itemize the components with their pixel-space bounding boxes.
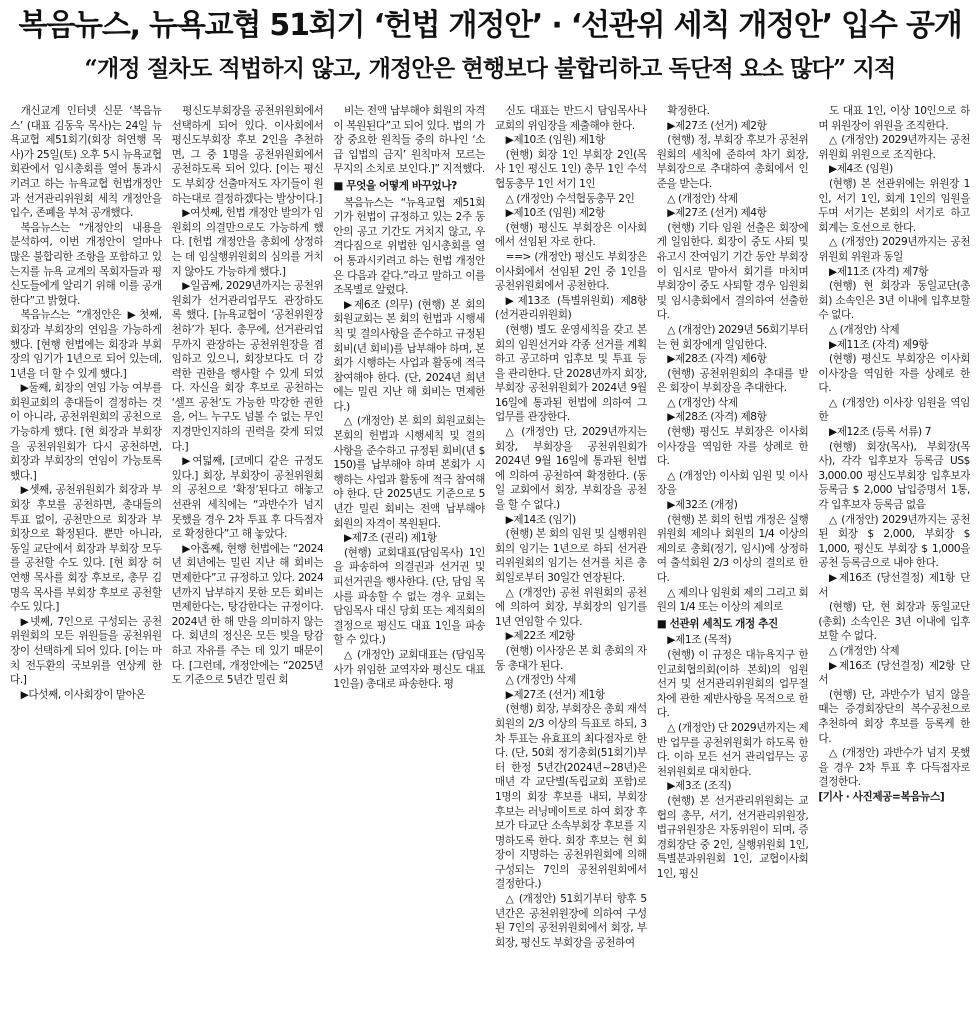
article-paragraph: ▶제1조 (목적) (667, 634, 732, 647)
article-paragraph: ▶셋째, 공천위원회가 회장과 부회장 후보를 공천하면, 총대들의 투표 없이, 공천만으로 회장과 부회장으로 확정된다. 뿐만 아니라, 동일 교단에서 회장과 부회장 모두를 공천할 수도 있다. [현 회장 허연행 목사를 회장 후보로, 총무 김명옥 목사를 부회장 후보로 공천할 수도 있다.] (10, 484, 162, 614)
column-6 (818, 104, 970, 1004)
article-paragraph: ▶제28조 (자격) 제6항 (667, 353, 767, 366)
article-paragraph: ▶제27조 (선거) 제2항 (667, 119, 767, 132)
article-paragraph: (현행) 별도 운영세칙을 갖고 본회의 임원선거와 각종 선거를 계획하고 공고하며 입후보 및 투표 등을 관리한다. 단 2028년까지 회장, 부회장 공천위원회가 2024년 9월 16일에 통과된 헌법에 의하여 그 업무를 관장한다. (495, 323, 647, 424)
article-paragraph: ▶제3조 (조직) (667, 780, 732, 793)
article-paragraph: ▶여덟째, [코메디 같은 규정도 있다.] 회장, 부회장이 공천위원회의 공천으로 ‘확정’된다고 해놓고 선관위 세칙에는 “과반수가 넘지 못했을 경우 2차 투표 후 다득점자로 확정한다”고 해 놓았다. (171, 455, 324, 541)
article-paragraph: ▶제28조 (자격) 제8항 (667, 411, 767, 424)
article-paragraph: (현행) 단, 과반수가 넘지 않을 때는 증경회장단의 복수공천으로 추천하여 회장 후보를 등록케 한다. (818, 688, 971, 745)
article-paragraph: △ (개정안) 단 2029년까지는 제반 업무를 공천위원회가 하도록 한다. 이하 모든 선거 관리업무는 공천위원회로 대치한다. (656, 721, 809, 778)
subheadline: “개정 절차도 적법하지 않고, 개정안은 현행보다 불합리하고 독단적 요소 많다” 지적 (84, 55, 896, 82)
article-paragraph: ▶제16조 (당선결정) 제2항 단서 (818, 659, 971, 687)
article-paragraph: △ (개정안) 2029년까지는 공천된 회장 $ 2,000, 부회장 $ 1,000, 평신도 부회장 $ 1,000을 공천 등록금으로 내야 한다. (818, 513, 971, 570)
article-paragraph: ▶다섯째, 이사회장이 맡아온 (20, 688, 146, 701)
column-4 (495, 104, 647, 1004)
article-paragraph: 비는 전액 납부해야 회원의 자격이 복원된다”고 되어 있다. 법의 가장 중요한 원칙들 중의 하나인 ‘소급 입법의 금지’ 원칙마저 모르는 무지의 소치로 보인다.]” 지적했다. (333, 105, 486, 176)
article-paragraph: (현행) 평신도 부회장은 이사회 이사장을 역임한 자를 상례로 한다. (818, 353, 971, 395)
article-paragraph: △ (개정안) 삭제 (667, 192, 738, 205)
article-paragraph: △ (개정안) 단, 2029년까지는 회장, 부회장을 공천위원회가 2024년 9월 16일에 통과된 헌법에 의하여 공천하여 확정한다. (동일 교회에서 회장, 부회장을 공천을 할 수 없다.) (495, 426, 647, 512)
article-paragraph: ▶제7조 (권리) 제1항 (343, 532, 437, 545)
headline: 복음뉴스, 뉴욕교협 51회기 ‘헌법 개정안’ · ‘선관위 세칙 개정안’ 입수 공개 (18, 8, 962, 43)
article-paragraph: ▶넷째, 7인으로 구성되는 공천위원회의 모든 위원들을 공천위원장이 선택하게 되어 있다. [이는 마치 전두환의 국보위를 연상케 한다.] (10, 615, 162, 687)
article-paragraph: △ (개정안) 본 회의 회원교회는 본회의 헌법과 시행세칙 및 결의 사항을 준수하고 규정된 회비(년 $ 150)를 납부해야 하며 본회가 시행하는 사업과 활동에 적극 참여해야 한다. 단 2025년도 기준으로 5년간 밀린 회비는 전액 납부해야 회원의 자격이 복원된다. (333, 415, 486, 530)
article-paragraph: ▶제11조 (자격) 제9항 (828, 338, 929, 351)
article-paragraph: △ (개정안) 삭제 (828, 644, 900, 657)
section-heading: ■ 선관위 세칙도 개정 추진 (656, 617, 778, 630)
article-paragraph: (현행) 회장 1인 부회장 2인(목사 1인 평신도 1인) 총무 1인 수석협동총무 1인 서기 1인 (495, 148, 647, 190)
article-paragraph: 복음뉴스는 “개정안의 내용을 분석하여, 이번 개정안이 얼마나 많은 불합리한 조항을 포함하고 있는지를 뉴욕 교계의 목회자들과 평신도들에게 알리기 위해 이를 공개한다”고 밝혔다. (10, 221, 162, 307)
column-2 (172, 104, 324, 1004)
article-paragraph: ▶제14조 (임기) (505, 513, 576, 526)
article-paragraph: △ (개정안) 삭제 (505, 674, 576, 687)
article-paragraph: ▶제13조 (특별위원회) 제8항 (선거관리위원회) (495, 294, 647, 322)
article-paragraph: (현행) 공천위원회의 추대를 받은 회장이 부회장을 추대한다. (656, 367, 809, 395)
article-paragraph: (현행) 교회대표(담임목사) 1인을 파송하여 의결권과 선거권 및 피선거권을 행사한다. (단, 담임 목사를 파송할 수 없는 경우 교회는 담임목사 대신 당회 또는 제직회의 결정으로 평신도 대표 1인을 파송할 수 있다.) (333, 546, 486, 647)
article-body (10, 104, 970, 1004)
article-paragraph: (현행) 회장, 부회장은 총회 재석 회원의 2/3 이상의 득표로 하되, 3차 투표는 유효표의 최다점자로 한다. (단, 50회 정기총회(51회기)부터 한정 5년간(2024년~28년)은 매년 각 교단별(독립교회 포함)로 1명의 회장 후보를 내되, 부회장 후보는 러닝메이트로 하여 회장 후보가 타교단 소속부회장 후보를 지명하도록 한다. 회장 후보는 현 회장이 지명하는 공천위원회에 의해 구성되는 7인의 공천위원회에서 결정한다.) (495, 703, 647, 891)
article-paragraph: △ (개정안) 2029년 56회기부터는 현 회장에게 일임한다. (656, 323, 809, 351)
article-paragraph: △ (개정안) 2029년까지는 공천위원회 위원과 동일 (818, 236, 971, 263)
article-paragraph: △ (개정안) 과반수가 넘지 못했을 경우 2차 투표 후 다득점자로 결정한다. (818, 747, 971, 789)
article-paragraph: ▶제27조 (선거) 제1항 (505, 688, 605, 701)
article-paragraph: (현행) 본 선거관리위원회는 교협의 총무, 서기, 선거관리위원장, 법규위원장은 자동위원이 되며, 증경회장단 중 2인, 실행위원회 1인, 특별분과위원회 1인, 교협이사회 1인, 평신 (656, 794, 809, 880)
article-paragraph: (현행) 기타 임원 선출은 회장에게 일임한다. 회장이 중도 사퇴 및 유고시 잔여임기 기간 동안 부회장이 임시로 맡아서 회기를 마치며 부회장이 중도 사퇴할 경우 임원회 및 임시총회에서 결의하여 선출한다. (656, 221, 809, 322)
article-paragraph: △ (개정안) 이사회 임원 및 이사장을 (656, 469, 809, 497)
article-paragraph: 확정한다. (667, 105, 710, 117)
article-paragraph: (현행) 평신도 부회장은 이사회에서 선임된 자로 한다. (495, 221, 647, 249)
article-paragraph: △ (개정안) 51회기부터 향후 5년간은 공천위원장에 의하여 구성된 7인의 공천위원회에서 회장, 부회장, 평신도 부회장을 공천하여 (495, 893, 647, 949)
article-paragraph: ▶제16조 (당선결정) 제1항 단서 (818, 572, 971, 599)
article-paragraph: ==> (개정안) 평신도 부회장은 이사회에서 선임된 2인 중 1인을 공천위원회에서 공천한다. (495, 250, 647, 293)
article-paragraph: ▶둘째, 회장의 연임 가능 여부를 회원교회의 총대들이 결정하는 것이 아니라, 공천위원회의 공천으로 가능하게 했다. [현 회장과 부회장을 공천위원회가 다시 공천하면, 회장과 부회장의 연임이 가능토록 했다.] (10, 382, 162, 482)
article-paragraph: ▶제10조 (임원) 제1항 (505, 134, 605, 147)
article-paragraph: (현행) 본 선관위에는 위원장 1인, 서기 1인, 회계 1인의 임원을 두며 서기는 본회의 서기로 하고 회계는 호선으로 한다. (818, 177, 971, 234)
article-paragraph: ▶제11조 (자격) 제7항 (828, 265, 929, 278)
article-paragraph: (현행) 단, 현 회장과 동일교단(총회) 소속인은 3년 이내에 입후보할 수 없다. (818, 601, 971, 643)
article-paragraph: ▶제10조 (임원) 제2항 (505, 207, 605, 220)
article-paragraph: △ (개정안) 교회대표는 (담임목사가 위임한 교역자와 평신도 대표 1인을) 총대로 파송한다. 평 (333, 648, 486, 691)
article-paragraph: 신도 대표는 반드시 담임목사나 교회의 위임장을 제출해야 한다. (495, 105, 647, 132)
article-paragraph: ▶제12조 (등록 서류) 7 (828, 426, 932, 439)
article-paragraph: △ (개정안) 이사장 임원을 역임한 (818, 396, 971, 424)
article-paragraph: △ (개정안) 삭제 (828, 323, 900, 336)
column-5 (657, 104, 809, 1004)
article-paragraph: ▶일곱째, 2029년까지는 공천위원회가 선거관리업무도 관장하도록 했다. [뉴욕교협이 ‘공천위원장 천하’가 된다. 총무에, 선거관리업무까지 관장하는 공천위원장을 겸임하고 있으니, 회장보다도 더 강력한 권한을 행사할 수 있게 되었다. 자신을 회장 후보로 공천하는 ‘셀프 공천’도 가능한 막강한 권한을, 어느 누구도 넘볼 수 없는 무인지경만인지하의 권력을 갖게 되었다.] (171, 280, 324, 453)
article-paragraph: (현행) 회장(목사), 부회장(목사), 각각 입후보자 등록금 US$ 3,000.00 평신도부회장 입후보자 등록금 $ 2,000 납입증명서 1통, 각 입후보자 등록금 없음 (818, 440, 971, 512)
column-3 (333, 104, 485, 1004)
article-paragraph: △ (개정안) 수석협동총무 2인 (505, 192, 635, 205)
article-paragraph: (현행) 현 회장과 동일교단(총회) 소속인은 3년 이내에 입후보할 수 없다. (818, 280, 971, 322)
photo-credit: [기사 · 사진제공=복음뉴스] (818, 790, 945, 803)
column-1 (10, 104, 162, 1004)
article-paragraph: 도 대표 1인, 이상 10인으로 하며 위원장이 위원을 조직한다. (818, 105, 971, 132)
article-paragraph: (현행) 평신도 부회장은 이사회 이사장을 역임한 자를 상례로 한다. (656, 426, 809, 468)
article-paragraph: △ (개정안) 삭제 (667, 396, 738, 409)
article-paragraph: ▶아홉째, 현행 헌법에는 “2024년 회년에는 밀린 지난 해 회비는 면제한다”고 규정하고 있다. 2024년까지 납부하지 못한 모든 회비는 면제한다는, 탕감한다는 규정이다. 2024년 한 해 만을 의미하지 않는다. 회년의 정신은 모든 빚을 탕감하고 자유를 주는 데 있기 때문이다. [그런데, 개정안에는 “2025년도 기준으로 5년간 밀린 회 (171, 542, 324, 687)
article-paragraph: ▶제6조 (의무) (현행) 본 회의 회원교회는 본 회의 헌법과 시행세칙 및 결의사항을 준수하고 규정된 회비(년 회비)를 납부해야 하며, 본 회가 시행하는 사업과 활동에 적극 참여해야 한다. (단, 2024년 희년에는 밀린 지난 해 회비는 면제한다.) (333, 298, 486, 413)
article-paragraph: △ (개정안) 공천 위원회의 공천에 의하여 회장, 부회장의 임기를 1년 연임할 수 있다. (495, 586, 647, 628)
article-paragraph: ▶제4조 (임원) (828, 163, 893, 176)
article-paragraph: 복음뉴스는 “뉴욕교협 제51회기가 헌법이 규정하고 있는 2주 동안의 공고 기간도 거치지 않고, 우격다짐으로 위법한 임시총회를 열어 통과시키려고 하는 헌법 개정안은 다음과 같다.”라고 말하고 이를 조목별로 알렸다. (333, 196, 486, 297)
article-paragraph: △ (개정안) 2029년까지는 공천위원회 위원으로 조직한다. (818, 134, 971, 161)
article-paragraph: 개신교계 인터넷 신문 ‘복음뉴스’ (대표 김동욱 목사)는 24일 뉴욕교협 제51회기(회장 허연행 목사)가 25일(토) 오후 5시 뉴욕교협 회관에서 임시총회를 열어 통과시키려고 하는 뉴욕교협 헌법개정안과 선거관리위원회 세칙 개정안을 입수, 존폐을 부쳐 공개했다. (10, 105, 162, 220)
article-paragraph: (현행) 본 회의 임원 및 실행위원회의 임기는 1년으로 하되 선거관리위원회의 임기는 선거를 치른 총회일로부터 30일간 연장된다. (495, 528, 647, 584)
article-paragraph: △ 제의나 임원회 제의 그리고 회원의 1/4 또는 이상의 제의로 (656, 586, 809, 614)
article-paragraph: (현행) 정, 부회장 후보가 공천위원회의 세칙에 준하여 차기 회장, 부회장으로 추대하여 총회에서 인준을 받는다. (656, 134, 809, 190)
article-paragraph: 평신도부회장을 공천위원회에서 선택하게 되어 있다. 이사회에서 평신도부회장 후보 2인을 추천하면, 그 중 1명을 공천위원회에서 공천하도록 되어 있다. [이는 평신도 부회장 선출마저도 자기들이 원하는대로 결정하겠다는 발상이다.] (171, 105, 324, 205)
article-paragraph: ▶여섯째, 헌법 개정안 발의가 임원회의 의결만으로도 가능하게 했다. [헌법 개정안을 총회에 상정하는 데 임실행위원회의 심의를 거치지 않아도 가능하게 했다.] (171, 207, 324, 278)
article-paragraph: ▶제22조 제2항 (505, 630, 575, 643)
article-paragraph: (현행) 이 규정은 대뉴욕지구 한인교회협의회(이하 본회)의 임원 선거 및 선거관리위원회의 업무절차에 관한 제반사항을 목적으로 한다. (656, 648, 809, 720)
section-heading: ■ 무엇을 어떻게 바꾸었나? (333, 179, 457, 192)
article-paragraph: (현행) 이사장은 본 회 총회의 자동 총대가 된다. (495, 644, 647, 672)
article-paragraph: (현행) 본 회의 헌법 개정은 실행위원회 제의나 회원의 1/4 이상의 제의로 총회(정기, 임시)에 상정하여 출석회원 2/3 이상의 결의로 한다. (656, 513, 809, 584)
article-paragraph: 복음뉴스는 “개정안은 ▶첫째, 회장과 부회장의 연임을 가능하게 했다. [현행 헌법에는 회장과 부회장의 임기가 1년으로 되어 있는데, 1년을 더 할 수 있게 했다.] (10, 309, 162, 380)
article-paragraph: ▶제32조 (개정) (667, 499, 738, 512)
article-paragraph: ▶제27조 (선거) 제4항 (667, 207, 767, 220)
